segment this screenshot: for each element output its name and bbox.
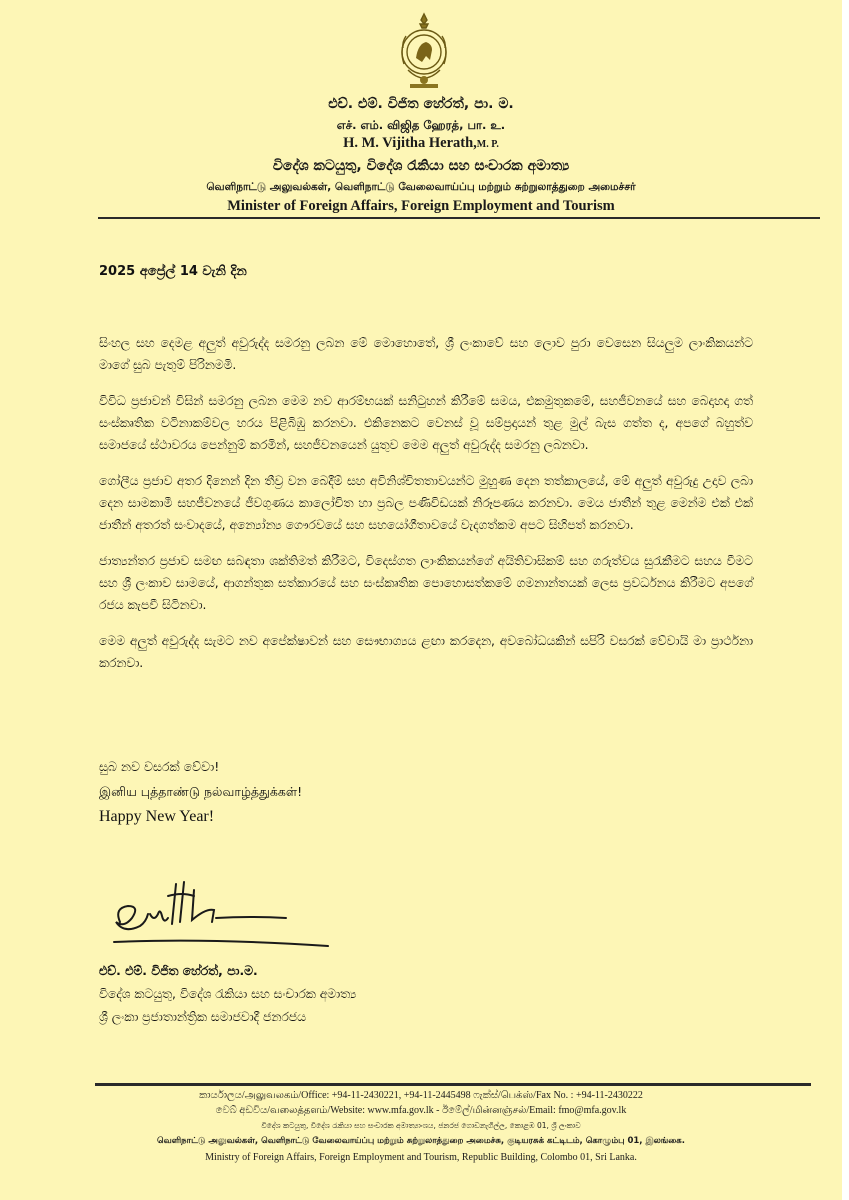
letterhead-name-english-text: H. M. Vijitha Herath,	[343, 135, 477, 151]
body-paragraph: සිංහල සහ දෙමළ අලුත් අවුරුද්ද සමරනු ලබන මේ මොහොතේ, ශ්‍රී ලංකාවේ සහ ලොව පුරා වෙසෙන සියලුම ලාංකිකයන්ට මාගේ සුබ පැතුම් පිරිනමමි.	[99, 336, 753, 372]
handwritten-signature	[110, 878, 340, 950]
letterhead-name-tamil: எச். எம். விஜித ஹேரத், பா. உ.	[336, 118, 506, 132]
greeting-sinhala: සුබ නව වසරක් වේවා!	[99, 759, 220, 774]
letterhead-name-sinhala: එච්. එම්. විජිත හේරත්, පා. ම.	[328, 96, 514, 112]
letterhead-mp-suffix: M. P.	[476, 139, 499, 150]
footer-contact-web: වෙබ් අඩවිය/வலைத்தளம்/Website: www.mfa.gov.lk - ඊමේල්/மின்னஞ்சல்/Email: fmo@mfa.gov.lk	[215, 1105, 627, 1116]
footer-contact-phone: කාර්යාලය/அலுவலகம்/Office: +94-11-2430221, +94-11-2445498 ෆැක්ස්/பெக்ஸ்/Fax No. : +94-11-2430222	[199, 1090, 643, 1101]
state-emblem-icon	[396, 12, 452, 90]
letterhead-ministry-tamil: வெளிநாட்டு அலுவல்கள், வெளிநாட்டு வேலைவாய்ப்பு மற்றும் சுற்றுலாத்துறை அமைச்சர்	[206, 181, 636, 193]
letterhead-divider	[98, 217, 820, 219]
footer-address-sinhala: විදේශ කටයුතු, විදේශ රැකියා සහ සංචාරක අමාත්‍යාංශය, ජනරජ ගොඩනැගිල්ල, කොළඹ 01, ශ්‍රී ලංකාව	[261, 1121, 581, 1130]
signer-block	[99, 960, 356, 1029]
letterhead-ministry-sinhala: විදේශ කටයුතු, විදේශ රැකියා සහ සංචාරක අමාත්‍ය	[272, 158, 570, 174]
signer-country: ශ්‍රී ලංකා ප්‍රජාතාන්ත්‍රික සමාජවාදී ජනරජය	[99, 1010, 306, 1024]
greeting-tamil: இனிய புத்தாண்டு நல்வாழ்த்துக்கள்!	[99, 784, 303, 799]
greeting-english: Happy New Year!	[99, 808, 215, 825]
body-paragraph: ගෝලීය ප්‍රජාව අතර දිනෙන් දින තීව්‍ර වන බෙදීම් සහ අවිනිශ්චිතතාවයන්ට මුහුණ දෙන තත්කාලයේ, මේ අලුත් අවුරුදු උදාව ලබා දෙන සාමකාමී සහජීවනයේ ජීවගුණය කාලෝචිත හා ප්‍රබල පණිවිඩයක් නිරූපණය කරනවා. මෙය ජාතීන් තුළ මෙන්ම එක් එක් ජාතීන් අතරත් සංවාදයේ, අන්‍යෝන්‍ය ගෞරවයේ සහ සහයෝගීතාවයේ වැදගත්කම අපට සිහිපත් කරනවා.	[99, 474, 753, 532]
letterhead-ministry-english: Minister of Foreign Affairs, Foreign Employment and Tourism	[227, 198, 615, 214]
footer-divider	[95, 1083, 811, 1086]
body-paragraph: ජාත්‍යන්තර ප්‍රජාව සමඟ සබඳතා ශක්තිමත් කිරීමට, විදෙස්ගත ලාංකිකයන්ගේ අයිතිවාසිකම් සහ ගරුත්වය සුරැකීමට සහය වීමට සහ ශ්‍රී ලංකාව සාමයේ, ආගන්තුක සත්කාරයේ සහ සංස්කෘතික පොහොසත්කමේ ගමනාන්තයක් ලෙස ප්‍රවර්ධනය කිරීමට අපගේ රජය කැපවී සිටිනවා.	[99, 554, 753, 612]
letterhead-name-english	[0, 135, 842, 152]
signer-title: විදේශ කටයුතු, විදේශ රැකියා සහ සංචාරක අමාත්‍ය	[99, 987, 357, 1001]
signer-name: එච්. එම්. විජිත හේරත්, පා.ම.	[99, 964, 258, 978]
letter-body	[99, 332, 753, 688]
footer-address-tamil: வெளிநாட்டு அலுவல்கள், வெளிநாட்டு வேலைவாய்ப்பு மற்றும் சுற்றுலாத்துறை அமைச்சு, குடியரசுக் கட்டிடம், கொழும்பு 01, இலங்கை.	[157, 1136, 685, 1146]
footer-address-english: Ministry of Foreign Affairs, Foreign Employment and Tourism, Republic Building, Colombo 01, Sri Lanka.	[205, 1152, 637, 1163]
letter-date: 2025 අප්‍රේල් 14 වැනි දින	[99, 264, 247, 279]
greetings-block	[99, 754, 302, 829]
body-paragraph: මෙම අලුත් අවුරුද්ද සැමට නව අපේක්ෂාවන් සහ සෞභාග්‍යය ළඟා කරදෙන, අවබෝධයකින් සපිරි වසරක් වේවායි මා ප්‍රාර්ථනා කරනවා.	[99, 634, 753, 670]
body-paragraph: විවිධ ප්‍රජාවන් විසින් සමරනු ලබන මෙම නව ආරම්භයක් සනිටුහන් කිරීමේ සමය, එකමුතුකමේ, සහජීවනයේ සහ බෙදාහදා ගත් සංස්කෘතික වටිනාකම්වල හරය පිළිබිඹු කරනවා. එකිනෙකට වෙනස් වූ සම්ප්‍රදායන් තුළ මුල් බැස ගත්ත ද, අපගේ බහුත්ව සමාජයේ ස්ථාවරය පෙන්නුම් කරමින්, සහජීවනයෙන් යුතුව මෙම අලුත් අවුරුද්ද සමරනු ලබනවා.	[99, 394, 753, 452]
